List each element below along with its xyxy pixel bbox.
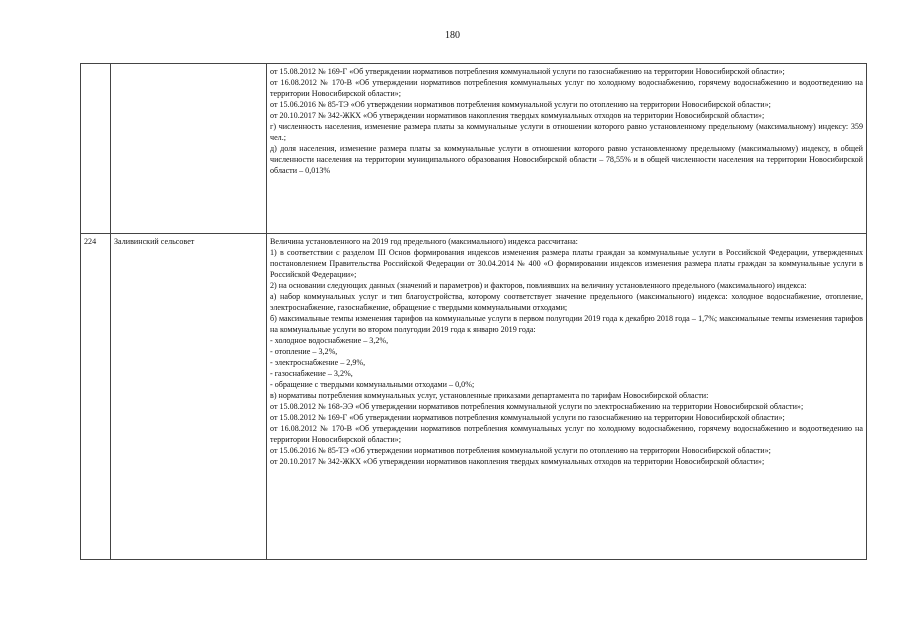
list-item: - холодное водоснабжение – 3,2%,	[270, 336, 389, 345]
paragraph: 1) в соответствии с разделом III Основ формирования индексов изменения размера платы граждан за коммунальные услуги в Российской Федерации, утвержденных постановлением Правительства Российской Федерации от 30.04.2014 № 400 «О формировании индексов изменения размера платы граждан за коммунальные услуги в Российской Федерации»;	[270, 248, 863, 279]
table-row	[81, 64, 867, 234]
paragraph: Величина установленного на 2019 год предельного (максимального) индекса рассчитана:	[270, 237, 578, 246]
municipality-name-cell	[111, 64, 267, 234]
paragraph: г) численность населения, изменение размера платы за коммунальные услуги в отношении которого равно установленному предельному (максимальному) индексу: 359 чел.;	[270, 122, 863, 142]
paragraph: от 15.08.2012 № 168-ЭЭ «Об утверждении нормативов потребления коммунальной услуги по электроснабжению на территории Новосибирской области»;	[270, 402, 804, 411]
paragraph: от 15.06.2016 № 85-ТЭ «Об утверждении нормативов потребления коммунальной услуги по отоплению на территории Новосибирской области»;	[270, 100, 771, 109]
list-item: - газоснабжение – 3,2%,	[270, 369, 353, 378]
row-number-cell: 224	[81, 234, 111, 560]
paragraph: а) набор коммунальных услуг и тип благоустройства, которому соответствует значение предельного (максимального) индекса: холодное водоснабжение, отопление, электроснабжение, газоснабжение, обращение с твердыми коммунальными отходами;	[270, 292, 863, 312]
paragraph: от 20.10.2017 № 342-ЖКХ «Об утверждении нормативов накопления твердых коммунальных отходов на территории Новосибирской области»;	[270, 111, 765, 120]
paragraph: д) доля населения, изменение размера платы за коммунальные услуги в отношении которого равно установленному предельному (максимальному) индексу, в общей численности населения на территории муниципального образования Новосибирской области – 78,55% и в общей численности населения на территории Новосибирской области – 0,013%	[270, 144, 863, 175]
page-number: 180	[445, 30, 460, 41]
paragraph: от 15.06.2016 № 85-ТЭ «Об утверждении нормативов потребления коммунальной услуги по отоплению на территории Новосибирской области»;	[270, 446, 771, 455]
paragraph: 2) на основании следующих данных (значений и параметров) и факторов, повлиявших на величину установленного предельного (максимального) индекса:	[270, 281, 807, 290]
paragraph: б) максимальные темпы изменения тарифов на коммунальные услуги в первом полугодии 2019 года к декабрю 2018 года – 1,7%; максимальные темпы изменения тарифов на коммунальные услуги во втором полугодии 2019 года к январю 2019 года:	[270, 314, 863, 334]
paragraph: от 16.08.2012 № 170-В «Об утверждении нормативов потребления коммунальных услуг по холодному водоснабжению, горячему водоснабжению и водоотведению на территории Новосибирской области»;	[270, 78, 863, 98]
paragraph: от 20.10.2017 № 342-ЖКХ «Об утверждении нормативов накопления твердых коммунальных отходов на территории Новосибирской области»;	[270, 457, 765, 466]
list-item: - электроснабжение – 2,9%,	[270, 358, 366, 367]
description-cell	[267, 64, 867, 234]
paragraph: в) нормативы потребления коммунальных услуг, установленные приказами департамента по тарифам Новосибирской области:	[270, 391, 709, 400]
description-cell	[267, 234, 867, 560]
list-item: - обращение с твердыми коммунальными отходами – 0,0%;	[270, 380, 475, 389]
municipality-name-cell: Заливинский сельсовет	[111, 234, 267, 560]
paragraph: от 15.08.2012 № 169-Г «Об утверждении нормативов потребления коммунальной услуги по газоснабжению на территории Новосибирской области»;	[270, 67, 785, 76]
row-number-cell	[81, 64, 111, 234]
list-item: - отопление – 3,2%,	[270, 347, 338, 356]
paragraph: от 16.08.2012 № 170-В «Об утверждении нормативов потребления коммунальных услуг по холодному водоснабжению, горячему водоснабжению и водоотведению на территории Новосибирской области»;	[270, 424, 863, 444]
document-table	[80, 63, 867, 560]
paragraph: от 15.08.2012 № 169-Г «Об утверждении нормативов потребления коммунальной услуги по газоснабжению на территории Новосибирской области»;	[270, 413, 785, 422]
table-row	[81, 234, 867, 560]
